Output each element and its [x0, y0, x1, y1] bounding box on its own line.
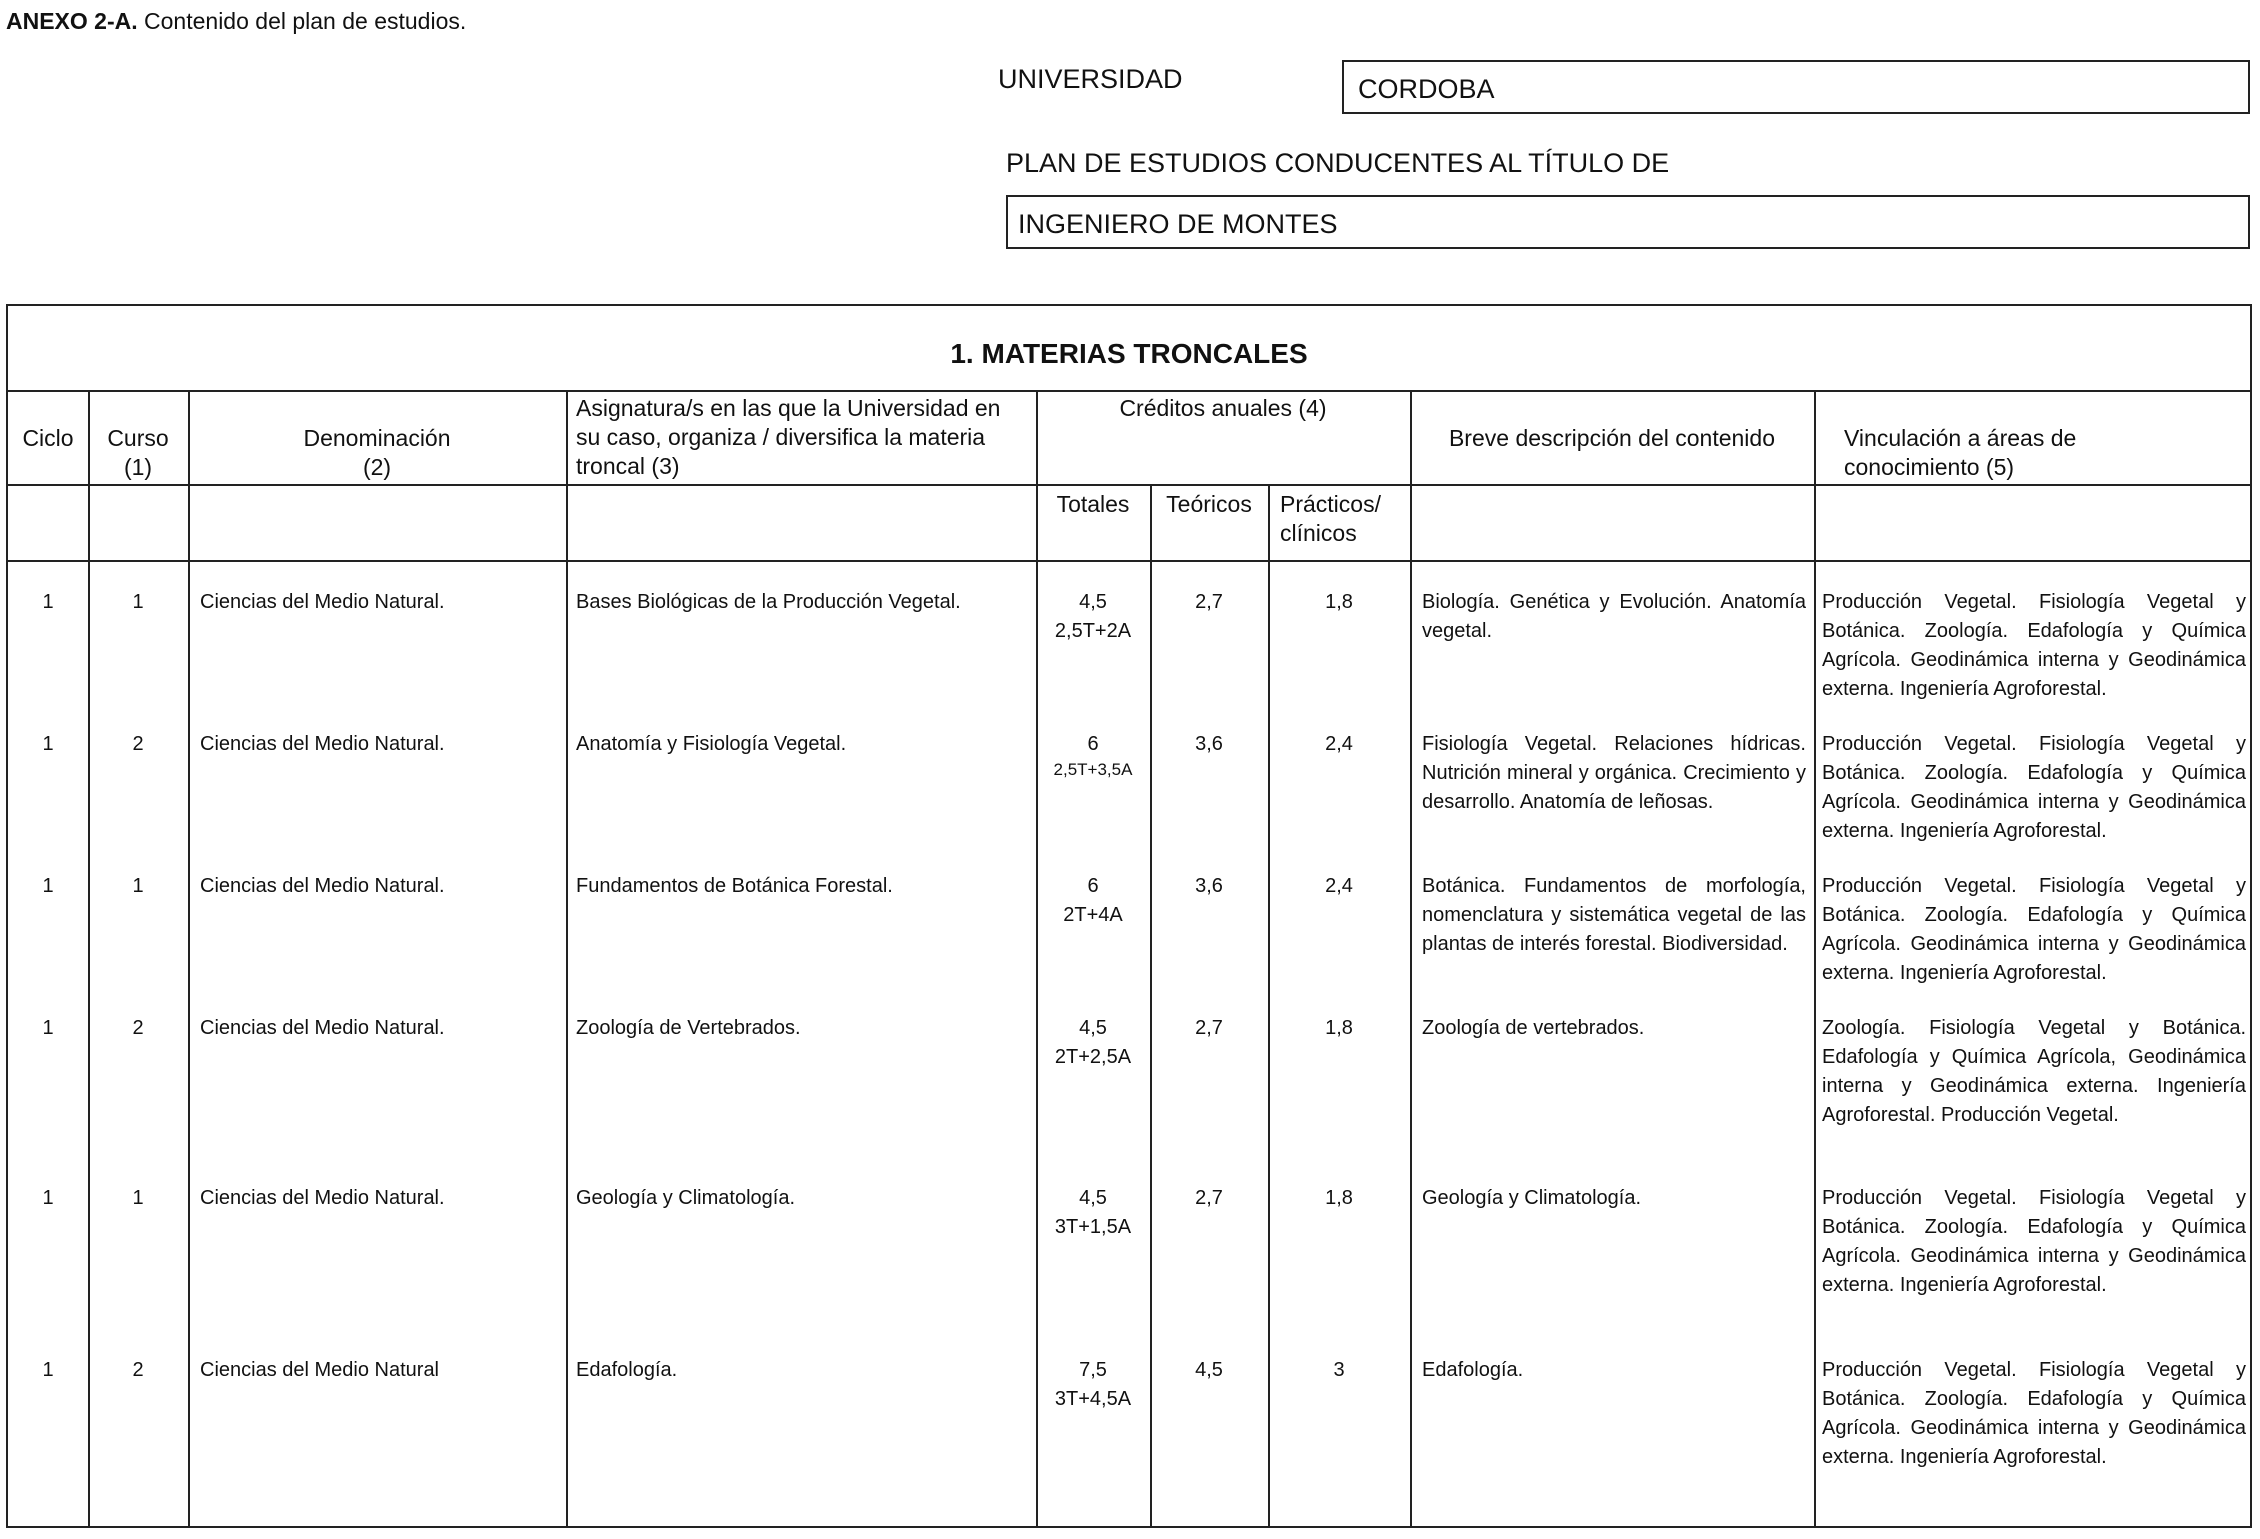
col-divider-creditos — [1410, 390, 1412, 1528]
annex-number: ANEXO 2-A. — [6, 8, 138, 34]
cell-totales-detail: 2,5T+2A — [1054, 620, 1132, 642]
cell-denominacion: Ciencias del Medio Natural. — [200, 1017, 445, 1039]
cell-teoricos: 4,5 — [1195, 1359, 1223, 1381]
cell-practicos: 3 — [1333, 1359, 1345, 1381]
cell-vinculacion: Producción Vegetal. Fisiología Vegetal y Botánica. Zoología. Edafología y Química Agrícola. Geodinámica interna y Geodinámica externa. Ingeniería Agroforestal. — [1822, 1359, 2246, 1468]
cell-vinculacion: Producción Vegetal. Fisiología Vegetal y Botánica. Zoología. Edafología y Química Agrícola. Geodinámica interna y Geodinámica externa. Ingeniería Agroforestal. — [1822, 733, 2246, 842]
degree-title-field: INGENIERO DE MONTES — [1006, 195, 2250, 249]
header-bottom-rule — [8, 560, 2250, 562]
cell-descripcion: Zoología de vertebrados. — [1422, 1017, 1645, 1039]
cell-asignatura: Fundamentos de Botánica Forestal. — [576, 875, 893, 897]
header-creditos: Créditos anuales (4) — [1119, 395, 1327, 421]
cell-asignatura: Zoología de Vertebrados. — [576, 1017, 801, 1039]
cell-teoricos: 2,7 — [1195, 591, 1223, 613]
cell-ciclo: 1 — [42, 733, 54, 755]
cell-totales-value: 7,5 — [1079, 1359, 1107, 1381]
cell-practicos: 1,8 — [1325, 1017, 1353, 1039]
header-totales: Totales — [1056, 491, 1130, 517]
cell-ciclo: 1 — [42, 1359, 54, 1381]
header-ciclo: Ciclo — [22, 425, 74, 451]
cell-denominacion: Ciencias del Medio Natural — [200, 1359, 440, 1381]
cell-asignatura: Anatomía y Fisiología Vegetal. — [576, 733, 847, 755]
cell-asignatura: Geología y Climatología. — [576, 1187, 796, 1209]
cell-denominacion: Ciencias del Medio Natural. — [200, 733, 445, 755]
header-top-rule — [8, 390, 2250, 392]
cell-totales-value: 4,5 — [1079, 1187, 1107, 1209]
annex-heading — [6, 8, 466, 35]
header-denominacion-label: Denominación — [303, 425, 451, 451]
header-curso-note: (1) — [123, 454, 153, 480]
cell-descripcion: Biología. Genética y Evolución. Anatomía vegetal. — [1422, 591, 1806, 642]
cell-descripcion: Edafología. — [1422, 1359, 1524, 1381]
cell-totales — [1036, 1014, 1150, 1072]
cell-totales-value: 6 — [1087, 733, 1099, 755]
cell-descripcion: Geología y Climatología. — [1422, 1187, 1642, 1209]
cell-teoricos: 2,7 — [1195, 1187, 1223, 1209]
cell-asignatura: Bases Biológicas de la Producción Vegetal. — [576, 591, 961, 613]
cell-ciclo: 1 — [42, 1017, 54, 1039]
cell-curso: 1 — [132, 591, 144, 613]
header-mid-rule — [8, 484, 2250, 486]
header-denominacion-note: (2) — [362, 454, 392, 480]
cell-vinculacion: Producción Vegetal. Fisiología Vegetal y Botánica. Zoología. Edafología y Química Agrícola. Geodinámica interna y Geodinámica externa. Ingeniería Agroforestal. — [1822, 875, 2246, 984]
cell-totales-detail: 3T+1,5A — [1054, 1216, 1132, 1238]
cell-ciclo: 1 — [42, 875, 54, 897]
header-practicos: Prácticos/ clínicos — [1280, 491, 1381, 546]
header-teoricos: Teóricos — [1166, 491, 1252, 517]
cell-totales-value: 6 — [1087, 875, 1099, 897]
cell-vinculacion: Zoología. Fisiología Vegetal y Botánica. Edafología y Química Agrícola, Geodinámica interna y Geodinámica externa. Ingeniería Agroforestal. Producción Vegetal. — [1822, 1017, 2246, 1126]
cell-totales — [1036, 730, 1150, 781]
cell-totales-detail: 2,5T+3,5A — [1053, 760, 1133, 779]
cell-teoricos: 2,7 — [1195, 1017, 1223, 1039]
subjects-table — [6, 304, 2252, 1528]
cell-denominacion: Ciencias del Medio Natural. — [200, 875, 445, 897]
cell-asignatura: Edafología. — [576, 1359, 678, 1381]
header-curso-label: Curso — [107, 425, 169, 451]
cell-descripcion: Fisiología Vegetal. Relaciones hídricas. Nutrición mineral y orgánica. Crecimiento y desarrollo. Anatomía de leñosas. — [1422, 733, 1806, 813]
cell-curso: 1 — [132, 875, 144, 897]
cell-curso: 2 — [132, 1017, 144, 1039]
header-asignatura: Asignatura/s en las que la Universidad en su caso, organiza / diversifica la materia troncal (3) — [576, 395, 1001, 479]
cell-curso: 2 — [132, 1359, 144, 1381]
university-label: UNIVERSIDAD — [998, 64, 1183, 94]
cell-denominacion: Ciencias del Medio Natural. — [200, 591, 445, 613]
cell-totales — [1036, 1184, 1150, 1242]
cell-vinculacion: Producción Vegetal. Fisiología Vegetal y Botánica. Zoología. Edafología y Química Agrícola. Geodinámica interna y Geodinámica externa. Ingeniería Agroforestal. — [1822, 591, 2246, 700]
cell-teoricos: 3,6 — [1195, 875, 1223, 897]
plan-label: PLAN DE ESTUDIOS CONDUCENTES AL TÍTULO DE — [1006, 148, 1670, 178]
cell-totales-detail: 3T+4,5A — [1054, 1388, 1132, 1410]
cell-curso: 1 — [132, 1187, 144, 1209]
cell-denominacion: Ciencias del Medio Natural. — [200, 1187, 445, 1209]
cell-practicos: 2,4 — [1325, 875, 1353, 897]
cell-descripcion: Botánica. Fundamentos de morfología, nomenclatura y sistemática vegetal de las plantas de interés forestal. Biodiversidad. — [1422, 875, 1806, 955]
cell-curso: 2 — [132, 733, 144, 755]
cell-totales-detail: 2T+4A — [1063, 904, 1123, 926]
cell-practicos: 1,8 — [1325, 591, 1353, 613]
col-divider-descripcion — [1814, 390, 1816, 1528]
header-denominacion — [188, 424, 566, 482]
cell-totales — [1036, 1356, 1150, 1414]
cell-totales-value: 4,5 — [1079, 591, 1107, 613]
cell-totales — [1036, 588, 1150, 646]
header-vinculacion: Vinculación a áreas de conocimiento (5) — [1844, 425, 2077, 480]
cell-practicos: 1,8 — [1325, 1187, 1353, 1209]
header-curso — [88, 424, 188, 482]
university-field: CORDOBA — [1342, 60, 2250, 114]
cell-ciclo: 1 — [42, 1187, 54, 1209]
annex-text: Contenido del plan de estudios. — [137, 8, 467, 34]
cell-totales — [1036, 872, 1150, 930]
col-divider-denominacion — [566, 390, 568, 1528]
cell-totales-detail: 2T+2,5A — [1054, 1046, 1132, 1068]
section-title: 1. MATERIAS TRONCALES — [950, 338, 1308, 369]
header-descripcion: Breve descripción del contenido — [1448, 425, 1776, 451]
cell-vinculacion: Producción Vegetal. Fisiología Vegetal y Botánica. Zoología. Edafología y Química Agrícola. Geodinámica interna y Geodinámica externa. Ingeniería Agroforestal. — [1822, 1187, 2246, 1296]
col-divider-curso — [188, 390, 190, 1528]
cell-ciclo: 1 — [42, 591, 54, 613]
cell-teoricos: 3,6 — [1195, 733, 1223, 755]
cell-practicos: 2,4 — [1325, 733, 1353, 755]
cell-totales-value: 4,5 — [1079, 1017, 1107, 1039]
